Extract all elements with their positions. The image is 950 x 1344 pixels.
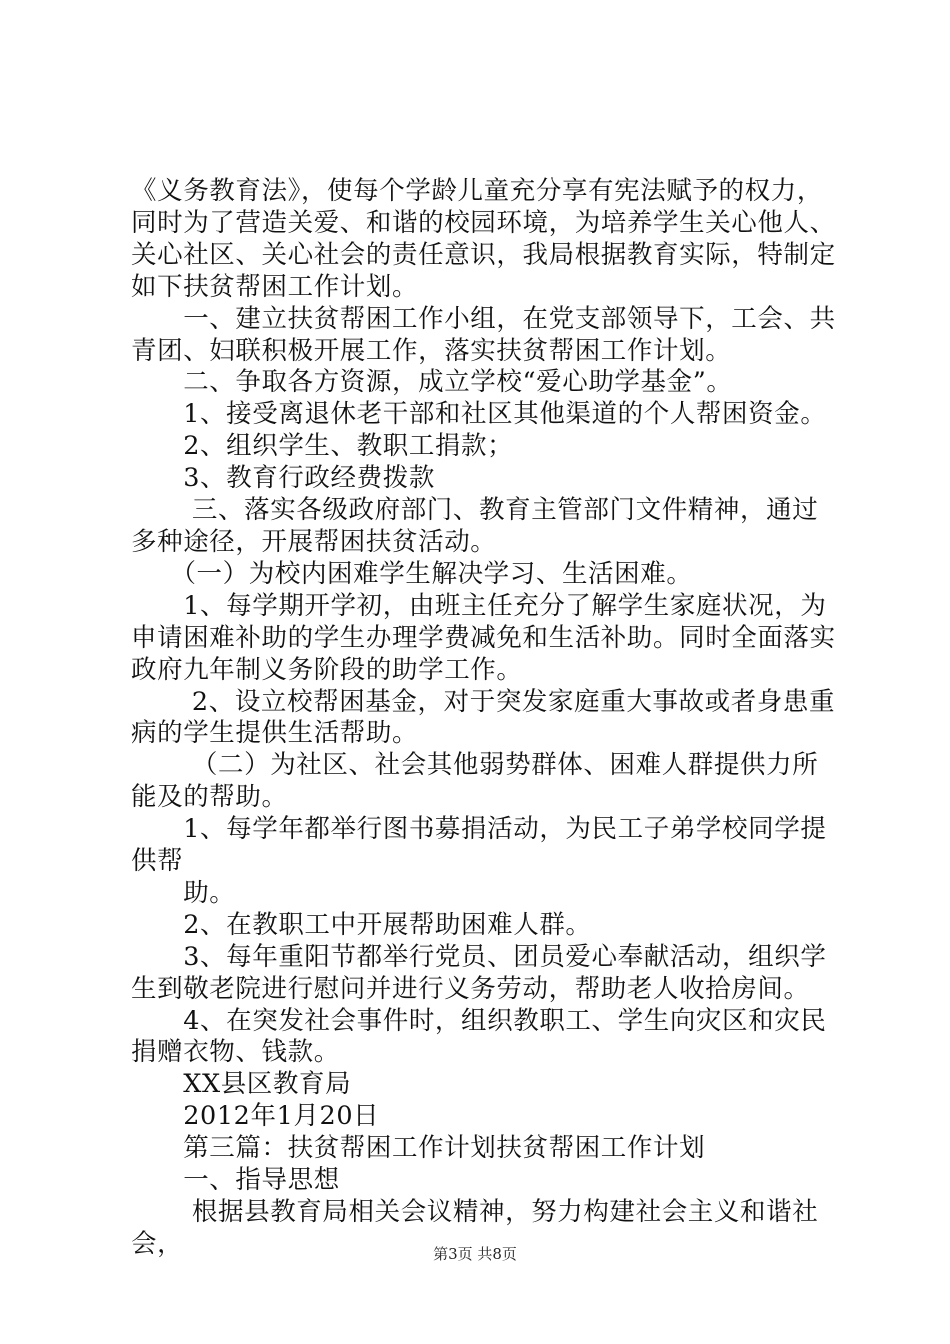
- paragraph: 助。: [131, 877, 236, 908]
- subsection-heading: 一、指导思想: [131, 1165, 340, 1196]
- paragraph: 根据县教育局相关会议精神，努力构建社会主义和谐社会，: [131, 1197, 819, 1259]
- paragraph: 2、设立校帮困基金，对于突发家庭重大事故或者身患重病的学生提供生活帮助。: [131, 686, 836, 749]
- paragraph: 4、在突发社会事件时，组织教职工、学生向灾区和灾民捐赠衣物、钱款。: [131, 1005, 827, 1068]
- page-number-footer: 第3页 共8页: [433, 1245, 517, 1263]
- document-body: [131, 176, 841, 1261]
- paragraph: 《义务教育法》，使每个学龄儿童充分享有宪法赋予的权力，同时为了营造关爱、和谐的校园环境，为培养学生关心他人、关心社区、关心社会的责任意识，我局根据教育实际，特制定如下扶贫帮困工作计划。: [131, 176, 836, 302]
- paragraph: 2、组织学生、教职工捐款；: [131, 431, 514, 462]
- paragraph: 一、建立扶贫帮困工作小组，在党支部领导下，工会、共青团、妇联积极开展工作，落实扶贫帮困工作计划。: [131, 303, 836, 366]
- signature-org: XX县区教育局: [131, 1069, 352, 1100]
- signature-date: 2012年1月20日: [131, 1101, 380, 1132]
- paragraph: 三、落实各级政府部门、教育主管部门文件精神，通过多种途径，开展帮困扶贫活动。: [131, 495, 819, 557]
- paragraph: 1、每学期开学初，由班主任充分了解学生家庭状况，为申请困难补助的学生办理学费减免和生活补助。同时全面落实政府九年制义务阶段的助学工作。: [131, 590, 836, 685]
- paragraph: （二）为社区、社会其他弱势群体、困难人群提供力所能及的帮助。: [131, 750, 819, 813]
- paragraph: 二、争取各方资源，成立学校“爱心助学基金”。: [131, 367, 733, 398]
- paragraph: 3、每年重阳节都举行党员、团员爱心奉献活动，组织学生到敬老院进行慰问并进行义务劳动，帮助老人收拾房间。: [131, 941, 827, 1004]
- paragraph: （一）为校内困难学生解决学习、生活困难。: [131, 558, 693, 589]
- paragraph: 2、在教职工中开展帮助困难人群。: [131, 909, 592, 940]
- paragraph: 3、教育行政经费拨款: [131, 463, 435, 494]
- paragraph: 1、接受离退休老干部和社区其他渠道的个人帮困资金。: [131, 399, 827, 430]
- section-heading: 第三篇：扶贫帮困工作计划扶贫帮困工作计划: [131, 1133, 706, 1164]
- paragraph: 1、每学年都举行图书募捐活动，为民工子弟学校同学提供帮: [131, 814, 827, 877]
